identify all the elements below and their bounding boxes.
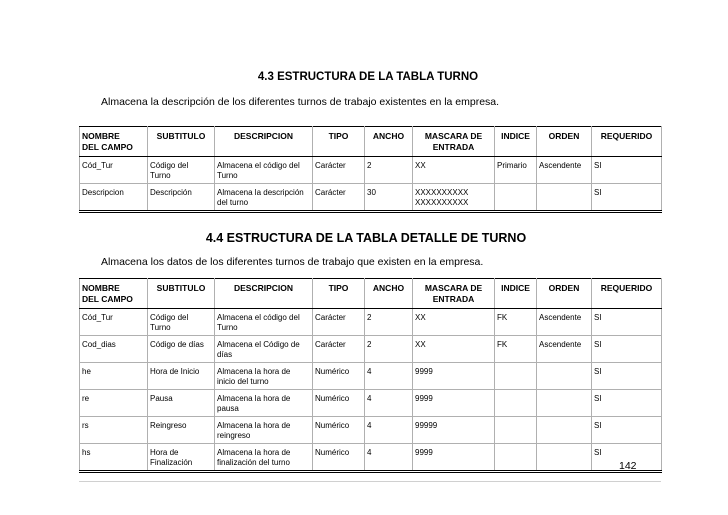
- cell-nombre-del-campo: Cód_Tur: [80, 309, 148, 336]
- cell-mascara-de-entrada: 99999: [413, 417, 495, 444]
- cell-subtitulo: Código de días: [148, 336, 215, 363]
- cell-subtitulo: Descripción: [148, 184, 215, 212]
- cell-requerido: SI: [592, 157, 662, 184]
- cell-mascara-de-entrada: XX: [413, 309, 495, 336]
- cell-subtitulo: Hora de Finalización: [148, 444, 215, 472]
- column-header-subtitulo: SUBTITULO: [148, 279, 215, 309]
- cell-orden: [537, 444, 592, 472]
- cell-tipo: Numérico: [313, 363, 365, 390]
- column-header-indice: INDICE: [495, 127, 537, 157]
- cell-requerido: SI: [592, 444, 662, 472]
- cell-nombre-del-campo: hs: [80, 444, 148, 472]
- cell-ancho: 4: [365, 363, 413, 390]
- cell-ancho: 4: [365, 417, 413, 444]
- table-header-row: [80, 127, 662, 157]
- column-header-requerido: REQUERIDO: [592, 279, 662, 309]
- cell-ancho: 2: [365, 309, 413, 336]
- cell-nombre-del-campo: rs: [80, 417, 148, 444]
- column-header-tipo: TIPO: [313, 279, 365, 309]
- cell-mascara-de-entrada: XXXXXXXXXX XXXXXXXXXX: [413, 184, 495, 212]
- cell-orden: [537, 184, 592, 212]
- table-estructura-detalle-turno: [79, 278, 662, 473]
- cell-orden: [537, 390, 592, 417]
- cell-subtitulo: Hora de Inicio: [148, 363, 215, 390]
- table-row: [80, 417, 662, 444]
- table-row: [80, 309, 662, 336]
- cell-nombre-del-campo: he: [80, 363, 148, 390]
- cell-tipo: Carácter: [313, 309, 365, 336]
- table-row: [80, 184, 662, 212]
- column-header-descripcion: DESCRIPCION: [215, 279, 313, 309]
- cell-orden: Ascendente: [537, 336, 592, 363]
- column-header-orden: ORDEN: [537, 279, 592, 309]
- section-title-turno: 4.3 ESTRUCTURA DE LA TABLA TURNO: [257, 71, 479, 83]
- cell-indice: [495, 184, 537, 212]
- cell-orden: Ascendente: [537, 309, 592, 336]
- cell-indice: [495, 363, 537, 390]
- cell-indice: [495, 390, 537, 417]
- cell-requerido: SI: [592, 417, 662, 444]
- column-header-ancho: ANCHO: [365, 279, 413, 309]
- cell-descripcion: Almacena la hora de pausa: [215, 390, 313, 417]
- footer-divider: [79, 481, 661, 482]
- section-description-detalle-turno: Almacena los datos de los diferentes turnos de trabajo que existen en la empresa.: [101, 256, 484, 268]
- cell-mascara-de-entrada: 9999: [413, 444, 495, 472]
- cell-requerido: SI: [592, 390, 662, 417]
- cell-mascara-de-entrada: 9999: [413, 363, 495, 390]
- cell-descripcion: Almacena la descripción del turno: [215, 184, 313, 212]
- column-header-requerido: REQUERIDO: [592, 127, 662, 157]
- column-header-subtitulo: SUBTITULO: [148, 127, 215, 157]
- table-row: [80, 390, 662, 417]
- cell-ancho: 2: [365, 336, 413, 363]
- cell-requerido: SI: [592, 309, 662, 336]
- cell-ancho: 4: [365, 444, 413, 472]
- cell-nombre-del-campo: re: [80, 390, 148, 417]
- cell-descripcion: Almacena la hora de reingreso: [215, 417, 313, 444]
- cell-indice: [495, 417, 537, 444]
- table-row: [80, 336, 662, 363]
- table-header-row: [80, 279, 662, 309]
- table-row: [80, 363, 662, 390]
- cell-indice: FK: [495, 336, 537, 363]
- cell-ancho: 30: [365, 184, 413, 212]
- section-title-detalle-turno: 4.4 ESTRUCTURA DE LA TABLA DETALLE DE TURNO: [205, 231, 527, 245]
- cell-ancho: 4: [365, 390, 413, 417]
- cell-nombre-del-campo: Descripcion: [80, 184, 148, 212]
- cell-indice: [495, 444, 537, 472]
- cell-mascara-de-entrada: XX: [413, 336, 495, 363]
- cell-ancho: 2: [365, 157, 413, 184]
- cell-subtitulo: Código del Turno: [148, 309, 215, 336]
- cell-tipo: Numérico: [313, 390, 365, 417]
- cell-tipo: Numérico: [313, 444, 365, 472]
- column-header-indice: INDICE: [495, 279, 537, 309]
- column-header-tipo: TIPO: [313, 127, 365, 157]
- column-header-nombre-del-campo: NOMBRE DEL CAMPO: [80, 279, 148, 309]
- table-estructura-turno: [79, 126, 662, 213]
- cell-descripcion: Almacena el Código de días: [215, 336, 313, 363]
- cell-subtitulo: Reingreso: [148, 417, 215, 444]
- cell-descripcion: Almacena la hora de inicio del turno: [215, 363, 313, 390]
- cell-descripcion: Almacena la hora de finalización del turno: [215, 444, 313, 472]
- table-row: [80, 157, 662, 184]
- cell-descripcion: Almacena el código del Turno: [215, 157, 313, 184]
- cell-tipo: Numérico: [313, 417, 365, 444]
- page-number: 142: [619, 460, 637, 472]
- cell-nombre-del-campo: Cód_Tur: [80, 157, 148, 184]
- column-header-nombre-del-campo: NOMBRE DEL CAMPO: [80, 127, 148, 157]
- cell-orden: Ascendente: [537, 157, 592, 184]
- cell-tipo: Carácter: [313, 336, 365, 363]
- cell-orden: [537, 363, 592, 390]
- cell-tipo: Carácter: [313, 184, 365, 212]
- cell-indice: Primario: [495, 157, 537, 184]
- column-header-orden: ORDEN: [537, 127, 592, 157]
- cell-requerido: SI: [592, 184, 662, 212]
- section-description-turno: Almacena la descripción de los diferentes turnos de trabajo existentes en la empresa.: [101, 96, 500, 108]
- column-header-mascara-de-entrada: MASCARA DE ENTRADA: [413, 279, 495, 309]
- cell-requerido: SI: [592, 336, 662, 363]
- cell-requerido: SI: [592, 363, 662, 390]
- column-header-ancho: ANCHO: [365, 127, 413, 157]
- cell-mascara-de-entrada: XX: [413, 157, 495, 184]
- cell-subtitulo: Código del Turno: [148, 157, 215, 184]
- cell-mascara-de-entrada: 9999: [413, 390, 495, 417]
- cell-descripcion: Almacena el código del Turno: [215, 309, 313, 336]
- cell-indice: FK: [495, 309, 537, 336]
- cell-orden: [537, 417, 592, 444]
- table-row: [80, 444, 662, 472]
- column-header-descripcion: DESCRIPCION: [215, 127, 313, 157]
- column-header-mascara-de-entrada: MASCARA DE ENTRADA: [413, 127, 495, 157]
- cell-tipo: Carácter: [313, 157, 365, 184]
- cell-subtitulo: Pausa: [148, 390, 215, 417]
- cell-nombre-del-campo: Cod_dias: [80, 336, 148, 363]
